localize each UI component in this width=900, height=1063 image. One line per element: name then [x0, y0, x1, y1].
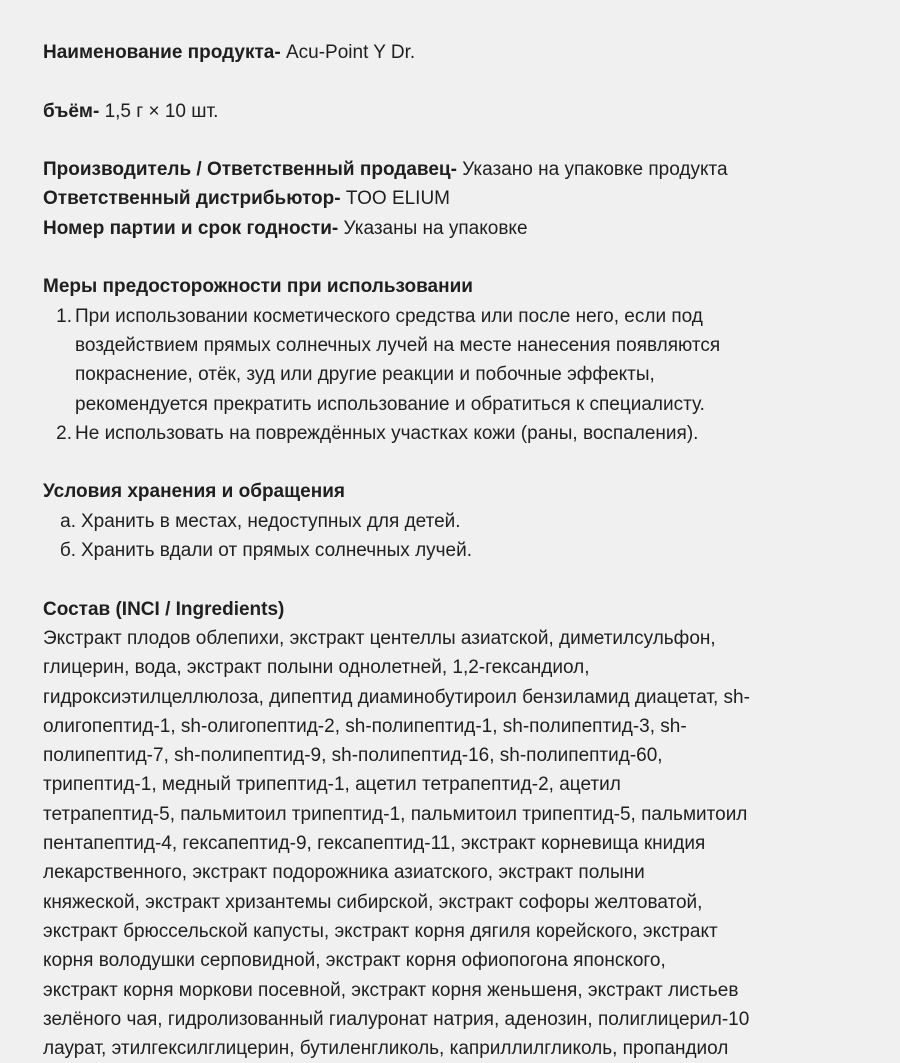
distributor-value: TOO ELIUM [345, 188, 451, 210]
storage-heading: Условия хранения и обращения [43, 481, 345, 503]
text-line: рекомендуется прекратить использование и обратиться к специалисту. [75, 393, 705, 415]
storage-list [43, 507, 860, 566]
ingredients-line: тетрапептид-5, пальмитоил трипептид-1, пальмитоил трипептид-5, пальмитоил [43, 803, 748, 825]
ingredients-heading: Состав (INCI / Ingredients) [43, 598, 285, 620]
manufacturer-value: Указано на упаковке продукта [462, 159, 728, 181]
precaution-text [75, 302, 860, 419]
volume-row [43, 97, 860, 126]
ingredients-line: полипептид-7, sh-полипептид-9, sh-полипептид-16, sh-полипептид-60, [43, 745, 663, 767]
storage-item [43, 507, 860, 536]
distributor-label: Ответственный дистрибьютор- [43, 188, 341, 210]
volume-value: 1,5 г × 10 шт. [104, 100, 219, 122]
precautions-list [43, 302, 860, 448]
ingredients-line: экстракт брюссельской капусты, экстракт корня дягиля корейского, экстракт [43, 920, 718, 942]
product-name-row [43, 38, 860, 67]
ingredients-line: трипептид-1, медный трипептид-1, ацетил тетрапептид-2, ацетил [43, 774, 621, 796]
batch-value: Указаны на упаковке [343, 217, 528, 239]
ingredients-line: глицерин, вода, экстракт полыни однолетней, 1,2-гександиол, [43, 657, 590, 679]
precautions-heading: Меры предосторожности при использовании [43, 276, 473, 298]
spacer [43, 126, 860, 155]
product-name-label: Наименование продукта- [43, 42, 281, 63]
storage-text: Хранить в местах, недоступных для детей. [81, 510, 461, 532]
ingredients-line: лекарственного, экстракт подорожника азиатского, экстракт полыни [43, 862, 645, 884]
manufacturer-label: Производитель / Ответственный продавец- [43, 159, 457, 181]
manufacturer-row [43, 155, 860, 184]
text-line: Не использовать на повреждённых участках кожи (раны, воспаления). [75, 422, 699, 444]
ingredients-line: Экстракт плодов облепихи, экстракт центеллы азиатской, диметилсульфон, [43, 627, 716, 649]
ingredients-line: гидроксиэтилцеллюлоза, дипептид диаминобутироил бензиламид диацетат, sh- [43, 686, 750, 708]
list-letter: б. [59, 540, 76, 562]
ingredients-line: корня володушки серповидной, экстракт корня офиопогона японского, [43, 950, 666, 972]
list-number: 1. [56, 305, 72, 327]
distributor-row [43, 184, 860, 213]
precaution-text [75, 419, 860, 448]
ingredients-line: зелёного чая, гидролизованный гиалуронат натрия, аденозин, полиглицерил-10 [43, 1008, 750, 1030]
text-line: покраснение, отёк, зуд или другие реакции и побочные эффекты, [75, 364, 655, 386]
batch-row [43, 214, 860, 243]
batch-label: Номер партии и срок годности- [43, 217, 339, 239]
text-line: При использовании косметического средства или после него, если под [75, 305, 703, 327]
text-line: воздействием прямых солнечных лучей на месте нанесения появляются [75, 334, 721, 356]
volume-label: бъём- [43, 100, 100, 122]
spacer [43, 448, 860, 477]
ingredients-line: княжеской, экстракт хризантемы сибирской, экстракт софоры желтоватой, [43, 891, 703, 913]
precaution-item [43, 302, 860, 419]
precaution-item [43, 419, 860, 448]
storage-text: Хранить вдали от прямых солнечных лучей. [81, 540, 473, 562]
product-name-value: Acu-Point Y Dr. [285, 42, 416, 63]
list-letter: а. [60, 510, 76, 532]
list-number: 2. [56, 422, 72, 444]
spacer [43, 565, 860, 594]
storage-item [43, 536, 860, 565]
spacer [43, 67, 860, 96]
ingredients-line: олигопептид-1, sh-олигопептид-2, sh-полипептид-1, sh-полипептид-3, sh- [43, 715, 687, 737]
ingredients-line: лаурат, этилгексилглицерин, бутиленгликоль, каприллилгликоль, пропандиол [43, 1038, 729, 1060]
ingredients-line: пентапептид-4, гексапептид-9, гексапептид-11, экстракт корневища книдия [43, 833, 706, 855]
ingredients-text [43, 624, 858, 1063]
spacer [43, 243, 860, 272]
ingredients-line: экстракт корня моркови посевной, экстракт корня женьшеня, экстракт листьев [43, 979, 739, 1001]
